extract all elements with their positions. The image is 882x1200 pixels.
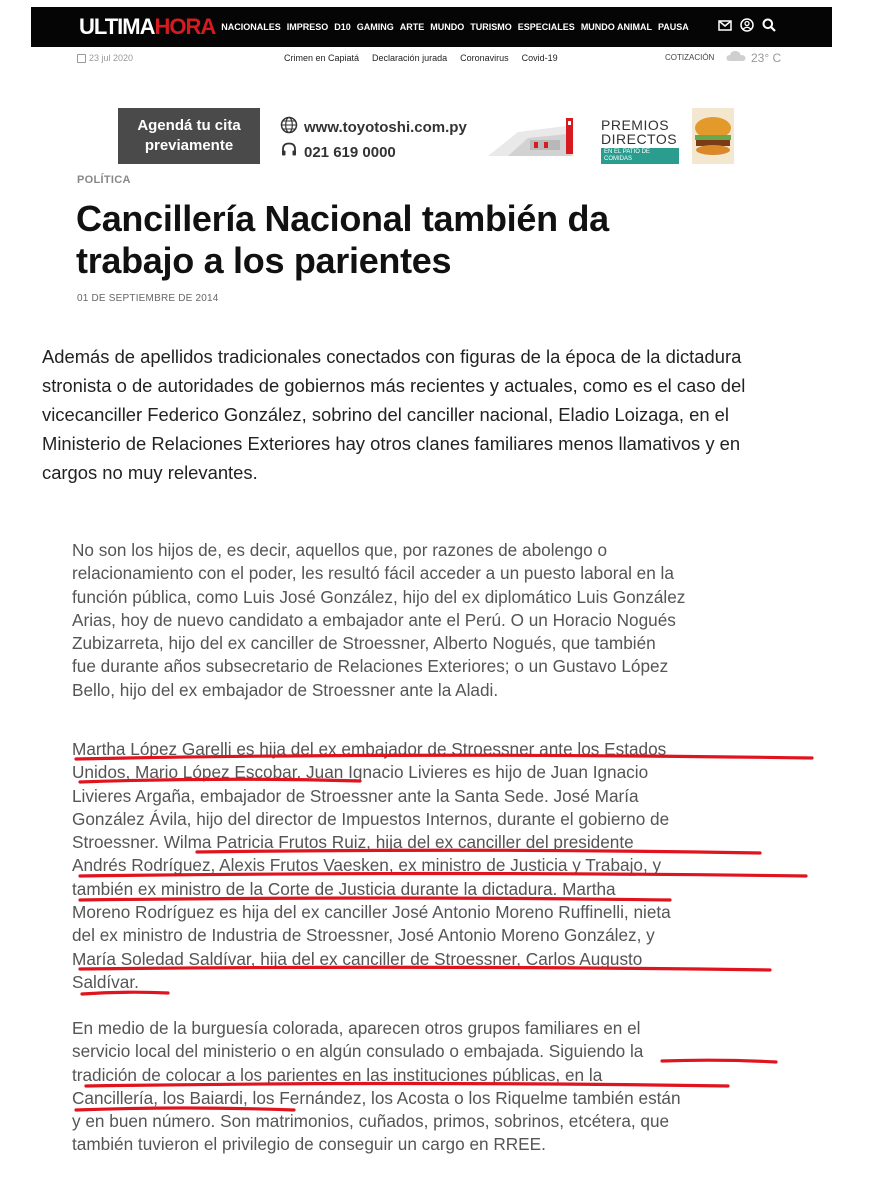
trending-link-coronavirus[interactable]: Coronavirus xyxy=(460,53,509,63)
body-line: función pública, como Luis José González, hijo del ex diplomático Luis González xyxy=(72,586,686,607)
nav-item-especiales[interactable]: ESPECIALES xyxy=(517,22,575,32)
body-line: servicio local del ministerio o en algún consulado o embajada. Siguiendo la xyxy=(72,1041,644,1062)
body-line: Bello, hijo del ex embajador de Stroessner ante la Aladi. xyxy=(72,679,499,700)
body-line: Saldívar. xyxy=(72,971,139,992)
lead-line: Además de apellidos tradicionales conectados con figuras de la época de la dictadura xyxy=(42,346,742,367)
red-underline xyxy=(76,1108,294,1110)
body-line: En medio de la burguesía colorada, aparecen otros grupos familiares en el xyxy=(72,1018,641,1038)
current-date-text: 23 jul 2020 xyxy=(89,53,134,63)
trending-link-crimen[interactable]: Crimen en Capiatá xyxy=(284,53,360,63)
nav-item-d10[interactable]: D10 xyxy=(334,22,351,32)
headline-line: Cancillería Nacional también da xyxy=(76,198,609,239)
body-line: tradición de colocar a los parientes en las instituciones públicas, en la xyxy=(72,1064,603,1085)
temperature: 23° C xyxy=(751,50,782,65)
cotizacion-link[interactable]: COTIZACIÓN xyxy=(665,53,715,62)
body-line: también ex ministro de la Corte de Justicia durante la dictadura. Martha xyxy=(72,878,616,899)
nav-item-mundo-animal[interactable]: MUNDO ANIMAL xyxy=(580,22,652,32)
body-line: Livieres Argaña, embajador de Stroessner ante la Santa Sede. José María xyxy=(72,785,639,806)
red-underline xyxy=(80,874,806,877)
headline-line: trabajo a los parientes xyxy=(76,240,452,281)
section-label[interactable]: POLÍTICA xyxy=(77,174,131,186)
ad-premios-sub: EN EL PATIO DE COMIDAS xyxy=(601,148,679,164)
red-underline xyxy=(80,967,770,970)
red-underline xyxy=(80,898,670,900)
body-line: González Ávila, hijo del director de Impuestos Internos, durante el gobierno de xyxy=(72,808,670,829)
ad-premios-line2: DIRECTOS xyxy=(601,131,678,147)
lead-line: stronista o de autoridades de gobiernos más recientes y actuales, como es el caso del xyxy=(42,375,746,396)
lead-line: cargos no muy relevantes. xyxy=(42,462,258,483)
body-line: Unidos, Mario López Escobar. Juan Ignacio Livieres es hijo de Juan Ignacio xyxy=(72,762,649,783)
body-line: y en buen número. Son matrimonios, cuñados, primos, sobrinos, etcétera, que xyxy=(72,1111,670,1132)
body-line: Andrés Rodríguez, Alexis Frutos Vaesken, ex ministro de Justicia y Trabajo, y xyxy=(72,855,662,876)
body-line: Stroessner. Wilma Patricia Frutos Ruiz, hija del ex canciller del presidente xyxy=(72,832,634,853)
red-underline xyxy=(197,850,760,853)
ad-phone-text: 021 619 0000 xyxy=(304,143,396,161)
logo-part-hora: HORA xyxy=(154,14,216,39)
body-line: también tuvieron el privilegio de conseguir un cargo en RREE. xyxy=(72,1134,546,1155)
body-line: María Soledad Saldívar, hija del ex canciller de Stroessner, Carlos Augusto xyxy=(72,948,643,969)
lead-line: vicecanciller Federico González, sobrino del canciller nacional, Eladio Loizaga, en el xyxy=(42,404,729,425)
red-underline xyxy=(80,779,360,782)
red-underline xyxy=(76,755,812,759)
nav-item-turismo[interactable]: TURISMO xyxy=(470,22,512,32)
body-line: relacionamiento con el poder, les resultó fácil acceder a un puesto laboral en la xyxy=(72,563,674,584)
red-underline xyxy=(662,1060,776,1062)
ad-website-text: www.toyotoshi.com.py xyxy=(304,118,467,136)
body-line: No son los hijos de, es decir, aquellos que, por razones de abolengo o xyxy=(72,540,608,560)
body-line: Martha López Garelli es hija del ex embajador de Stroessner ante los Estados xyxy=(72,739,667,759)
body-line: del ex ministro de Industria de Stroessner, José Antonio Moreno González, y xyxy=(72,925,655,946)
body-line: Zubizarreta, hijo del ex canciller de Stroessner, Alberto Nogués, que también xyxy=(72,633,656,654)
nav-item-arte[interactable]: ARTE xyxy=(399,22,425,32)
ad-premios-line1: PREMIOS xyxy=(601,117,670,133)
ad-cita-line2: previamente xyxy=(144,137,234,154)
body-line: Arias, hoy de nuevo candidato a embajador ante el Perú. O un Horacio Nogués xyxy=(72,609,676,630)
nav-item-nacionales[interactable]: NACIONALES xyxy=(221,22,281,32)
body-line: fue durante años subsecretario de Relaciones Exteriores; o un Gustavo López xyxy=(72,656,669,677)
logo-part-ultima: ULTIMA xyxy=(79,14,155,39)
body-line: Cancillería, los Baiardi, los Fernández, los Acosta o los Riquelme también están xyxy=(72,1087,681,1108)
trending-link-declaracion[interactable]: Declaración jurada xyxy=(372,53,448,63)
lead-line: Ministerio de Relaciones Exteriores hay otros clanes familiares menos llamativos y en xyxy=(42,433,741,454)
red-underline xyxy=(82,992,168,994)
nav-item-impreso[interactable]: IMPRESO xyxy=(286,22,329,32)
ad-cita-line1: Agendá tu cita xyxy=(137,117,241,134)
trending-link-covid[interactable]: Covid-19 xyxy=(521,53,558,63)
body-line: Moreno Rodríguez es hija del ex canciller José Antonio Moreno Ruffinelli, nieta xyxy=(72,902,671,923)
red-underline xyxy=(86,1084,728,1087)
nav-item-mundo[interactable]: MUNDO xyxy=(430,22,465,32)
nav-item-pausa[interactable]: PAUSA xyxy=(657,22,689,32)
nav-item-gaming[interactable]: GAMING xyxy=(356,22,394,32)
publish-date: 01 DE SEPTIEMBRE DE 2014 xyxy=(77,293,219,304)
